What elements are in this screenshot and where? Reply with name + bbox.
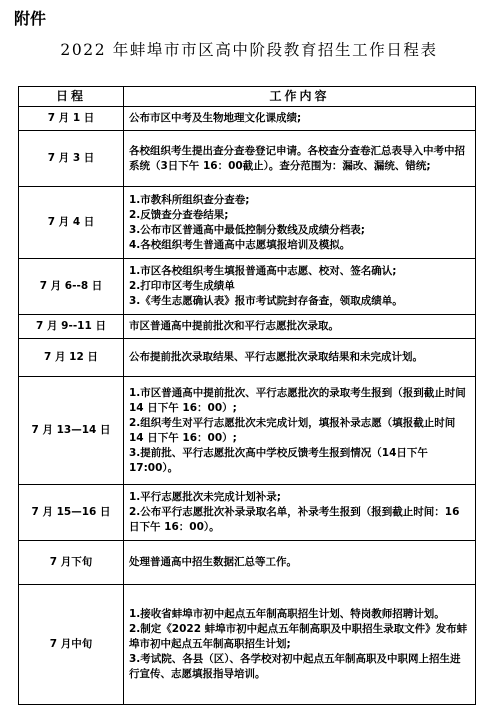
content-line: 2.反馈查分查卷结果; xyxy=(129,208,229,221)
table-row xyxy=(19,107,476,131)
content-line: 处理普通高中招生数据汇总等工作。 xyxy=(129,556,297,568)
content-line: 公布市区中考及生物地理文化课成绩; xyxy=(129,112,302,124)
content-cell xyxy=(124,585,476,705)
content-line: 各校组织考生提出查分查卷登记申请。各校查分查卷汇总表导入中考中招系统（3日下午 16：00截止）。查分范围为：漏改、漏统、错统; xyxy=(129,144,465,172)
date-cell: 7 月 4 日 xyxy=(19,187,124,259)
date-cell: 7 月 13—14 日 xyxy=(19,377,124,485)
content-line: 4.各校组织考生普通高中志愿填报培训及模拟。 xyxy=(129,238,351,251)
date-cell: 7 月 9--11 日 xyxy=(19,315,124,339)
content-cell xyxy=(124,339,476,377)
schedule-table xyxy=(18,86,476,705)
column-header-date: 日程 xyxy=(19,87,124,107)
table-row xyxy=(19,259,476,315)
date-cell: 7 月 15—16 日 xyxy=(19,485,124,541)
content-line: 3.考试院、各县（区）、各学校对初中起点五年制高职及中职网上招生进行宣传、志愿填报指导培训。 xyxy=(129,653,461,680)
content-cell xyxy=(124,485,476,541)
content-line: 3.提前批、平行志愿批次高中学校反馈考生报到情况（14日下午 17:00）。 xyxy=(129,446,428,474)
table-row xyxy=(19,541,476,585)
content-line: 1.平行志愿批次未完成计划补录; xyxy=(129,491,281,503)
date-cell: 7 月 1 日 xyxy=(19,107,124,131)
date-cell: 7 月中旬 xyxy=(19,585,124,705)
content-line: 2.打印市区考生成绩单 xyxy=(129,280,235,292)
content-cell xyxy=(124,259,476,315)
content-cell xyxy=(124,541,476,585)
content-line: 3.公布市区普通高中最低控制分数线及成绩分档表; xyxy=(129,223,365,236)
table-row xyxy=(19,187,476,259)
content-line: 2.制定《2022 蚌埠市初中起点五年制高职及中职招生录取文件》发布蚌埠市初中起点五年制高职招生计划; xyxy=(129,623,468,650)
content-line: 1.市区各校组织考生填报普通高中志愿、校对、签名确认; xyxy=(129,265,397,277)
content-cell xyxy=(124,131,476,187)
content-line: 1.接收省蚌埠市初中起点五年制高职招生计划、特岗教师招聘计划。 xyxy=(129,608,445,620)
date-cell: 7 月 12 日 xyxy=(19,339,124,377)
document-title: 2022 年蚌埠市市区高中阶段教育招生工作日程表 xyxy=(60,41,438,59)
date-cell: 7 月 3 日 xyxy=(19,131,124,187)
content-line: 2.组织考生对平行志愿批次未完成计划，填报补录志愿（填报截止时间 14 日下午 16：00）; xyxy=(129,416,456,444)
content-cell xyxy=(124,377,476,485)
table-row xyxy=(19,585,476,705)
table-row xyxy=(19,315,476,339)
table-row xyxy=(19,377,476,485)
column-header-content: 工作内容 xyxy=(124,87,476,107)
table-row xyxy=(19,485,476,541)
content-cell xyxy=(124,187,476,259)
date-cell: 7 月下旬 xyxy=(19,541,124,585)
content-line: 1.市区普通高中提前批次、平行志愿批次的录取考生报到（报到截止时间 14 日下午 16：00）; xyxy=(129,386,466,414)
content-cell xyxy=(124,315,476,339)
table-row xyxy=(19,131,476,187)
date-cell: 7 月 6--8 日 xyxy=(19,259,124,315)
content-line: 公布提前批次录取结果、平行志愿批次录取结果和未完成计划。 xyxy=(129,351,423,363)
content-line: 2.公布平行志愿批次补录录取名单，补录考生报到（报到截止时间：16 日下午 16：00）。 xyxy=(129,506,460,533)
attachment-label: 附件 xyxy=(14,9,47,28)
table-row xyxy=(19,339,476,377)
content-line: 3.《考生志愿确认表》报市考试院封存备查，领取成绩单。 xyxy=(129,295,403,307)
content-line: 市区普通高中提前批次和平行志愿批次录取。 xyxy=(129,320,339,332)
content-cell xyxy=(124,107,476,131)
table-header-row xyxy=(19,87,476,107)
content-line: 1.市教科所组织查分查卷; xyxy=(129,193,250,206)
